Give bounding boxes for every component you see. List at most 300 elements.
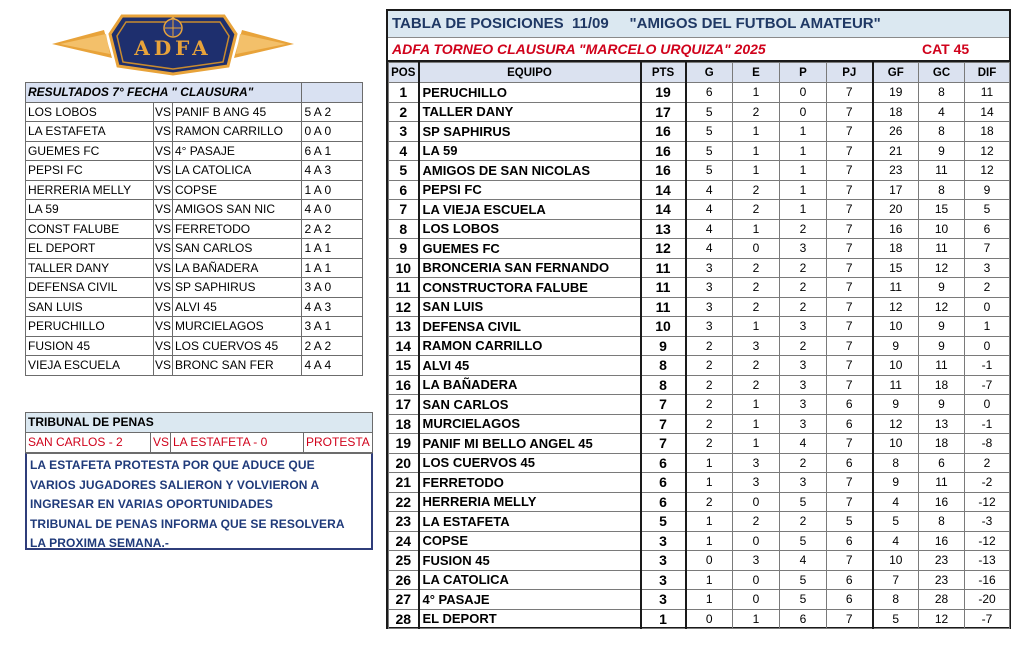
standings-row — [389, 122, 1010, 142]
result-vs: VS — [153, 200, 172, 220]
cell-pts: 12 — [641, 239, 686, 259]
result-score: 3 A 0 — [302, 278, 363, 298]
cell-goals-against: 11 — [919, 356, 965, 376]
cell-pos: 7 — [389, 200, 419, 220]
tribunal-text — [25, 453, 373, 550]
result-score: 1 A 1 — [302, 239, 363, 259]
cell-goal-diff: 6 — [965, 219, 1010, 239]
result-home-team: EL DEPORT — [26, 239, 154, 259]
result-row — [26, 336, 363, 356]
cell-lost: 3 — [780, 375, 827, 395]
result-row — [26, 239, 363, 259]
results-header-empty — [302, 83, 363, 103]
cell-goals-for: 5 — [873, 609, 919, 629]
cell-pos: 25 — [389, 551, 419, 571]
result-away-team: FERRETODO — [172, 219, 301, 239]
cell-played: 7 — [827, 473, 873, 493]
standings-row — [389, 551, 1010, 571]
standings-row — [389, 317, 1010, 337]
cell-pts: 14 — [641, 180, 686, 200]
cell-goals-for: 8 — [873, 453, 919, 473]
cell-pts: 3 — [641, 570, 686, 590]
cell-played: 7 — [827, 180, 873, 200]
cell-pos: 12 — [389, 297, 419, 317]
cell-won: 2 — [686, 492, 733, 512]
result-away-team: BRONC SAN FER — [172, 356, 301, 376]
cell-played: 6 — [827, 570, 873, 590]
cell-goal-diff: 2 — [965, 278, 1010, 298]
cell-drawn: 0 — [733, 239, 780, 259]
cell-team: SP SAPHIRUS — [419, 122, 641, 142]
cell-played: 7 — [827, 336, 873, 356]
standings-row — [389, 180, 1010, 200]
result-home-team: HERRERIA MELLY — [26, 180, 154, 200]
cell-drawn: 1 — [733, 141, 780, 161]
cell-drawn: 0 — [733, 492, 780, 512]
cell-goals-for: 10 — [873, 317, 919, 337]
cell-team: COPSE — [419, 531, 641, 551]
cell-played: 7 — [827, 161, 873, 181]
cell-lost: 0 — [780, 102, 827, 122]
cell-goals-for: 9 — [873, 336, 919, 356]
cell-goal-diff: -8 — [965, 434, 1010, 454]
cell-played: 7 — [827, 551, 873, 571]
cell-won: 5 — [686, 141, 733, 161]
cell-goals-for: 12 — [873, 414, 919, 434]
standings-row — [389, 414, 1010, 434]
standings-row — [389, 297, 1010, 317]
results-header-row — [26, 83, 363, 103]
result-score: 2 A 2 — [302, 336, 363, 356]
cell-goals-against: 8 — [919, 512, 965, 532]
cell-played: 7 — [827, 239, 873, 259]
cell-won: 1 — [686, 570, 733, 590]
cell-drawn: 2 — [733, 356, 780, 376]
cell-goal-diff: 5 — [965, 200, 1010, 220]
cell-lost: 2 — [780, 278, 827, 298]
cell-goals-for: 19 — [873, 83, 919, 103]
col-header-played: PJ — [827, 63, 873, 83]
tribunal-line: LA PROXIMA SEMANA.- — [30, 536, 170, 551]
cell-pos: 26 — [389, 570, 419, 590]
cell-drawn: 0 — [733, 531, 780, 551]
cell-pos: 5 — [389, 161, 419, 181]
cell-team: LA VIEJA ESCUELA — [419, 200, 641, 220]
standings-row — [389, 336, 1010, 356]
cell-lost: 3 — [780, 317, 827, 337]
result-score: 4 A 3 — [302, 297, 363, 317]
cell-goals-for: 12 — [873, 297, 919, 317]
cell-won: 4 — [686, 219, 733, 239]
cell-played: 5 — [827, 512, 873, 532]
cell-goal-diff: 18 — [965, 122, 1010, 142]
cell-lost: 2 — [780, 297, 827, 317]
tribunal-line: LA ESTAFETA PROTESTA POR QUE ADUCE QUE — [30, 458, 315, 472]
cell-lost: 3 — [780, 414, 827, 434]
result-away-team: LA BAÑADERA — [172, 258, 301, 278]
cell-goal-diff: -16 — [965, 570, 1010, 590]
cell-goals-for: 26 — [873, 122, 919, 142]
cell-pts: 7 — [641, 414, 686, 434]
cell-won: 4 — [686, 180, 733, 200]
result-away-team: SAN CARLOS — [172, 239, 301, 259]
cell-lost: 5 — [780, 492, 827, 512]
cell-pos: 4 — [389, 141, 419, 161]
cell-won: 2 — [686, 395, 733, 415]
result-vs: VS — [153, 336, 172, 356]
result-row — [26, 141, 363, 161]
result-score: 4 A 3 — [302, 161, 363, 181]
col-header-goal-diff: DIF — [965, 63, 1010, 83]
result-vs: VS — [153, 180, 172, 200]
standings-row — [389, 492, 1010, 512]
cell-lost: 6 — [780, 609, 827, 629]
cell-pos: 19 — [389, 434, 419, 454]
tribunal-panel — [25, 412, 373, 550]
standings-row — [389, 102, 1010, 122]
cell-team: SAN LUIS — [419, 297, 641, 317]
result-vs: VS — [153, 141, 172, 161]
cell-goals-against: 16 — [919, 531, 965, 551]
standings-row — [389, 512, 1010, 532]
cell-team: SAN CARLOS — [419, 395, 641, 415]
cell-pts: 6 — [641, 492, 686, 512]
cell-goal-diff: 14 — [965, 102, 1010, 122]
cell-won: 4 — [686, 200, 733, 220]
cell-played: 6 — [827, 453, 873, 473]
cell-lost: 3 — [780, 356, 827, 376]
col-header-pos: POS — [389, 63, 419, 83]
result-vs: VS — [153, 239, 172, 259]
cell-goals-against: 6 — [919, 453, 965, 473]
tribunal-line: TRIBUNAL DE PENAS INFORMA QUE SE RESOLVERA — [30, 516, 345, 531]
cell-goal-diff: 2 — [965, 453, 1010, 473]
cell-pts: 7 — [641, 434, 686, 454]
cell-pos: 2 — [389, 102, 419, 122]
result-row — [26, 122, 363, 142]
cell-lost: 1 — [780, 122, 827, 142]
cell-team: PEPSI FC — [419, 180, 641, 200]
cell-team: PANIF MI BELLO ANGEL 45 — [419, 434, 641, 454]
cell-goals-for: 23 — [873, 161, 919, 181]
standings-subtitle-bar — [388, 38, 1009, 62]
cell-goal-diff: 12 — [965, 141, 1010, 161]
result-score: 1 A 1 — [302, 258, 363, 278]
cell-drawn: 2 — [733, 375, 780, 395]
cell-goal-diff: -12 — [965, 492, 1010, 512]
results-table — [25, 82, 363, 376]
cell-won: 2 — [686, 434, 733, 454]
cell-pos: 14 — [389, 336, 419, 356]
cell-won: 5 — [686, 161, 733, 181]
result-home-team: TALLER DANY — [26, 258, 154, 278]
cell-drawn: 3 — [733, 473, 780, 493]
cell-won: 4 — [686, 239, 733, 259]
standings-panel — [386, 9, 1011, 629]
standings-table — [388, 62, 1010, 629]
cell-pos: 24 — [389, 531, 419, 551]
cell-lost: 1 — [780, 161, 827, 181]
result-away-team: COPSE — [172, 180, 301, 200]
cell-lost: 1 — [780, 180, 827, 200]
cell-goals-for: 4 — [873, 492, 919, 512]
result-home-team: PERUCHILLO — [26, 317, 154, 337]
result-vs: VS — [153, 161, 172, 181]
standings-row — [389, 473, 1010, 493]
cell-goals-for: 4 — [873, 531, 919, 551]
cell-goals-against: 16 — [919, 492, 965, 512]
standings-row — [389, 356, 1010, 376]
cell-goal-diff: 12 — [965, 161, 1010, 181]
cell-pts: 16 — [641, 161, 686, 181]
result-away-team: 4° PASAJE — [172, 141, 301, 161]
cell-played: 7 — [827, 258, 873, 278]
result-score: 4 A 0 — [302, 200, 363, 220]
result-row — [26, 317, 363, 337]
cell-drawn: 1 — [733, 161, 780, 181]
cell-drawn: 1 — [733, 609, 780, 629]
cell-played: 7 — [827, 297, 873, 317]
cell-won: 3 — [686, 297, 733, 317]
cell-goal-diff: 0 — [965, 297, 1010, 317]
result-vs: VS — [153, 102, 172, 122]
cell-team: LA BAÑADERA — [419, 375, 641, 395]
col-header-drawn: E — [733, 63, 780, 83]
cell-lost: 4 — [780, 551, 827, 571]
cell-pts: 14 — [641, 200, 686, 220]
cell-drawn: 2 — [733, 512, 780, 532]
cell-goals-against: 9 — [919, 317, 965, 337]
cell-pts: 8 — [641, 356, 686, 376]
result-home-team: SAN LUIS — [26, 297, 154, 317]
cell-pts: 6 — [641, 453, 686, 473]
adfa-logo — [52, 12, 294, 76]
cell-pos: 15 — [389, 356, 419, 376]
cell-played: 7 — [827, 609, 873, 629]
cell-goals-for: 11 — [873, 375, 919, 395]
standings-row — [389, 531, 1010, 551]
cell-team: AMIGOS DE SAN NICOLAS — [419, 161, 641, 181]
cell-goals-against: 8 — [919, 122, 965, 142]
cell-goal-diff: -1 — [965, 414, 1010, 434]
cell-goal-diff: -12 — [965, 531, 1010, 551]
cell-team: TALLER DANY — [419, 102, 641, 122]
cell-lost: 3 — [780, 395, 827, 415]
cell-lost: 5 — [780, 531, 827, 551]
cell-pts: 6 — [641, 473, 686, 493]
result-score: 3 A 1 — [302, 317, 363, 337]
cell-team: FUSION 45 — [419, 551, 641, 571]
result-score: 0 A 0 — [302, 122, 363, 142]
standings-row — [389, 434, 1010, 454]
cell-team: LA ESTAFETA — [419, 512, 641, 532]
cell-team: LOS LOBOS — [419, 219, 641, 239]
cell-drawn: 1 — [733, 434, 780, 454]
cell-lost: 2 — [780, 453, 827, 473]
cell-lost: 2 — [780, 512, 827, 532]
cell-drawn: 2 — [733, 102, 780, 122]
result-away-team: MURCIELAGOS — [172, 317, 301, 337]
col-header-team: EQUIPO — [419, 63, 641, 83]
cell-played: 7 — [827, 122, 873, 142]
cell-team: DEFENSA CIVIL — [419, 317, 641, 337]
cell-drawn: 2 — [733, 258, 780, 278]
cell-won: 1 — [686, 512, 733, 532]
cell-goals-against: 12 — [919, 297, 965, 317]
tribunal-header: TRIBUNAL DE PENAS — [25, 412, 373, 433]
cell-played: 6 — [827, 395, 873, 415]
cell-team: LOS CUERVOS 45 — [419, 453, 641, 473]
cell-team: GUEMES FC — [419, 239, 641, 259]
result-away-team: SP SAPHIRUS — [172, 278, 301, 298]
result-row — [26, 297, 363, 317]
result-score: 1 A 0 — [302, 180, 363, 200]
cell-team: 4° PASAJE — [419, 590, 641, 610]
cell-goal-diff: 0 — [965, 336, 1010, 356]
cell-pos: 28 — [389, 609, 419, 629]
standings-row — [389, 239, 1010, 259]
result-row — [26, 258, 363, 278]
cell-drawn: 2 — [733, 180, 780, 200]
cell-goals-for: 9 — [873, 395, 919, 415]
cell-lost: 2 — [780, 219, 827, 239]
cell-won: 3 — [686, 317, 733, 337]
results-header: RESULTADOS 7° FECHA " CLAUSURA" — [26, 83, 302, 103]
cell-lost: 2 — [780, 258, 827, 278]
cell-pos: 10 — [389, 258, 419, 278]
standings-row — [389, 83, 1010, 103]
cell-goals-for: 7 — [873, 570, 919, 590]
cell-goal-diff: -7 — [965, 609, 1010, 629]
cell-pts: 10 — [641, 317, 686, 337]
cell-team: CONSTRUCTORA FALUBE — [419, 278, 641, 298]
result-vs: VS — [153, 219, 172, 239]
cell-drawn: 1 — [733, 219, 780, 239]
cell-won: 1 — [686, 473, 733, 493]
cell-goal-diff: 1 — [965, 317, 1010, 337]
cell-won: 2 — [686, 356, 733, 376]
cell-won: 5 — [686, 102, 733, 122]
cell-lost: 1 — [780, 141, 827, 161]
cell-won: 2 — [686, 336, 733, 356]
cell-goals-against: 11 — [919, 161, 965, 181]
cell-goals-for: 5 — [873, 512, 919, 532]
standings-row — [389, 200, 1010, 220]
cell-pos: 20 — [389, 453, 419, 473]
cell-goals-against: 28 — [919, 590, 965, 610]
cell-goal-diff: 3 — [965, 258, 1010, 278]
cell-pos: 23 — [389, 512, 419, 532]
result-vs: VS — [153, 258, 172, 278]
cell-played: 7 — [827, 219, 873, 239]
result-away-team: LA CATOLICA — [172, 161, 301, 181]
result-home-team: LA ESTAFETA — [26, 122, 154, 142]
cell-team: BRONCERIA SAN FERNANDO — [419, 258, 641, 278]
cell-goals-against: 18 — [919, 434, 965, 454]
result-home-team: DEFENSA CIVIL — [26, 278, 154, 298]
result-score: 5 A 2 — [302, 102, 363, 122]
cell-won: 6 — [686, 83, 733, 103]
cell-team: RAMON CARRILLO — [419, 336, 641, 356]
cell-goals-against: 23 — [919, 551, 965, 571]
cell-team: ALVI 45 — [419, 356, 641, 376]
cell-played: 7 — [827, 102, 873, 122]
tribunal-line: INGRESAR EN VARIAS OPORTUNIDADES — [30, 497, 274, 512]
cell-played: 6 — [827, 414, 873, 434]
tribunal-case-vs: VS — [151, 433, 171, 452]
standings-row — [389, 258, 1010, 278]
cell-goals-against: 4 — [919, 102, 965, 122]
col-header-pts: PTS — [641, 63, 686, 83]
standings-row — [389, 375, 1010, 395]
cell-pos: 18 — [389, 414, 419, 434]
cell-pos: 21 — [389, 473, 419, 493]
standings-row — [389, 570, 1010, 590]
standings-row — [389, 590, 1010, 610]
result-vs: VS — [153, 356, 172, 376]
result-home-team: PEPSI FC — [26, 161, 154, 181]
cell-drawn: 1 — [733, 122, 780, 142]
cell-lost: 3 — [780, 239, 827, 259]
cell-won: 3 — [686, 278, 733, 298]
cell-goals-against: 9 — [919, 336, 965, 356]
cell-pos: 6 — [389, 180, 419, 200]
cell-goals-against: 9 — [919, 395, 965, 415]
standings-row — [389, 453, 1010, 473]
cell-drawn: 0 — [733, 590, 780, 610]
result-home-team: LOS LOBOS — [26, 102, 154, 122]
cell-played: 7 — [827, 317, 873, 337]
cell-team: EL DEPORT — [419, 609, 641, 629]
result-vs: VS — [153, 317, 172, 337]
cell-team: HERRERIA MELLY — [419, 492, 641, 512]
result-row — [26, 278, 363, 298]
result-vs: VS — [153, 297, 172, 317]
cell-drawn: 2 — [733, 278, 780, 298]
cell-played: 7 — [827, 434, 873, 454]
cell-team: FERRETODO — [419, 473, 641, 493]
cell-team: MURCIELAGOS — [419, 414, 641, 434]
cell-goals-against: 9 — [919, 141, 965, 161]
standings-title: TABLA DE POSICIONES 11/09 "AMIGOS DEL FUTBOL AMATEUR" — [388, 11, 1009, 38]
cell-played: 7 — [827, 83, 873, 103]
cell-played: 7 — [827, 278, 873, 298]
result-home-team: FUSION 45 — [26, 336, 154, 356]
cell-won: 0 — [686, 551, 733, 571]
standings-row — [389, 219, 1010, 239]
cell-goals-against: 15 — [919, 200, 965, 220]
cell-pts: 3 — [641, 590, 686, 610]
result-home-team: LA 59 — [26, 200, 154, 220]
cell-goals-against: 11 — [919, 473, 965, 493]
cell-goal-diff: -3 — [965, 512, 1010, 532]
cell-goal-diff: -7 — [965, 375, 1010, 395]
cell-pts: 9 — [641, 336, 686, 356]
cell-goal-diff: 0 — [965, 395, 1010, 415]
result-row — [26, 219, 363, 239]
cell-goals-against: 8 — [919, 180, 965, 200]
col-header-goals-against: GC — [919, 63, 965, 83]
cell-pos: 13 — [389, 317, 419, 337]
cell-goals-against: 11 — [919, 239, 965, 259]
standings-row — [389, 395, 1010, 415]
result-away-team: AMIGOS SAN NIC — [172, 200, 301, 220]
cell-goal-diff: -1 — [965, 356, 1010, 376]
result-vs: VS — [153, 122, 172, 142]
cell-drawn: 2 — [733, 200, 780, 220]
cell-goal-diff: -13 — [965, 551, 1010, 571]
result-score: 2 A 2 — [302, 219, 363, 239]
